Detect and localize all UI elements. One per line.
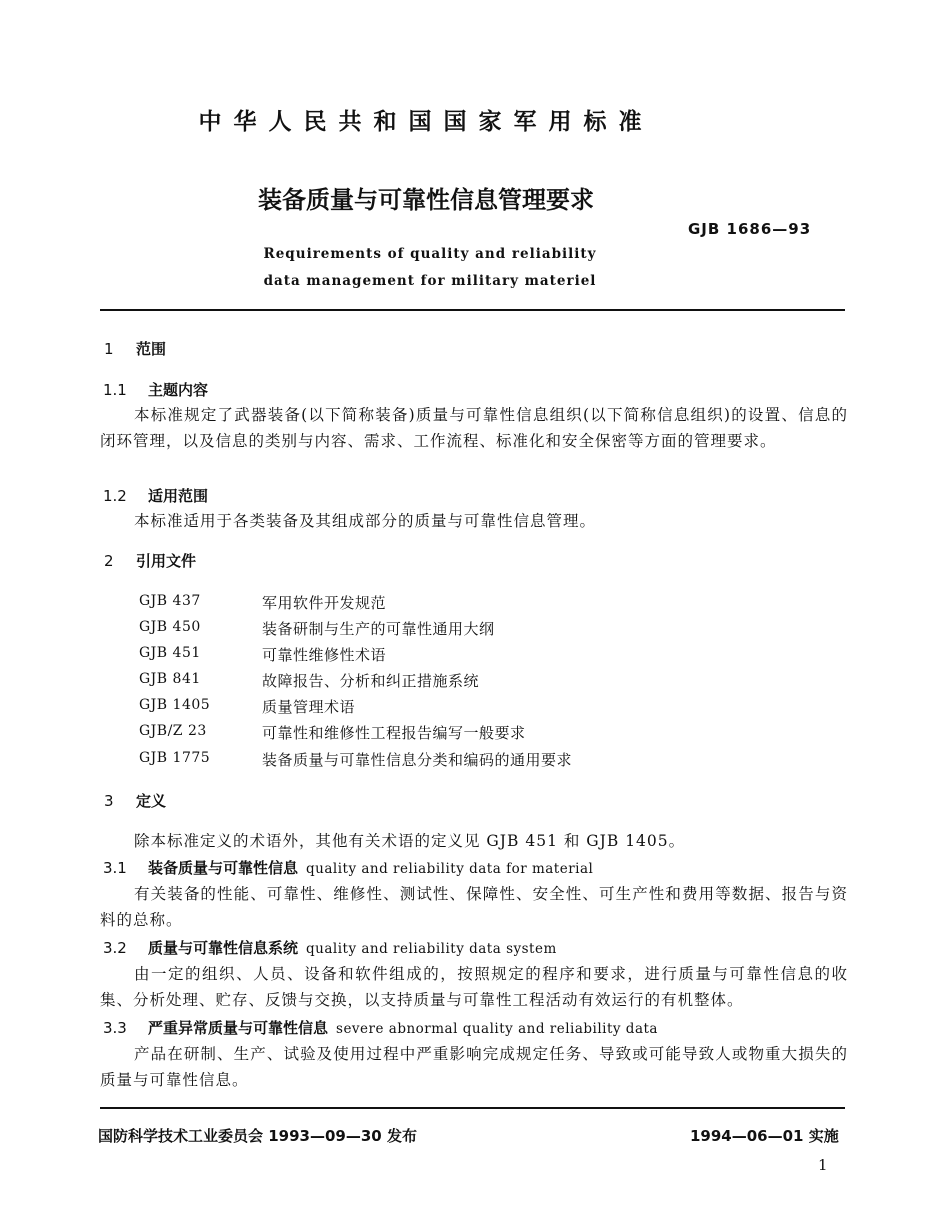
standard-number: GJB 1686—93 [688,220,812,238]
reference-code: GJB 1775 [139,750,211,766]
reference-code: GJB 451 [139,645,201,661]
section-1-2-body: 本标准适用于各类装备及其组成部分的质量与可靠性信息管理。 [134,512,597,530]
section-number: 3.3 [103,1019,127,1037]
section-title-english: quality and reliability data system [306,941,557,957]
section-3-body: 除本标准定义的术语外，其他有关术语的定义见 GJB 451 和 GJB 1405。 [134,832,686,850]
section-3-2-body: 由一定的组织、人员、设备和软件组成的，按照规定的程序和要求，进行质量与可靠性信息的收集、分析处理、贮存、反馈与交换，以支持质量与可靠性工程活动有效运行的有机整体。 [100,965,848,1009]
reference-title: 故障报告、分析和纠正措施系统 [262,672,480,690]
section-1-1-body: 本标准规定了武器装备(以下简称装备)质量与可靠性信息组织(以下简称信息组织)的设置、信息的闭环管理，以及信息的类别与内容、需求、工作流程、标准化和安全保密等方面的管理要求。 [100,406,848,450]
issue-date: 国防科学技术工业委员会 1993—09—30 发布 [98,1127,417,1145]
section-number: 1.1 [103,381,127,399]
reference-title: 装备研制与生产的可靠性通用大纲 [262,620,495,638]
section-title: 范围 [136,340,167,358]
reference-code: GJB 1405 [139,697,211,713]
section-number: 3.1 [103,859,127,877]
effective-date: 1994—06—01 实施 [690,1127,839,1145]
section-number: 3.2 [103,939,127,957]
section-3-heading [104,790,166,811]
english-title-line-2: data management for military materiel [263,273,597,289]
reference-code: GJB 450 [139,619,201,635]
reference-title: 装备质量与可靠性信息分类和编码的通用要求 [262,751,573,769]
section-1-1-heading [103,379,208,400]
section-3-3-body: 产品在研制、生产、试验及使用过程中严重影响完成规定任务、导致或可能导致人或物重大损失的质量与可靠性信息。 [100,1045,848,1089]
section-title: 严重异常质量与可靠性信息 [148,1019,329,1037]
section-title: 质量与可靠性信息系统 [148,939,299,957]
reference-title: 可靠性和维修性工程报告编写一般要求 [262,724,526,742]
section-title-english: quality and reliability data for material [306,861,594,877]
english-title-line-1: Requirements of quality and reliability [263,246,597,262]
reference-code: GJB/Z 23 [139,723,207,739]
issuing-country-standard-header: 中华人民共和国国家军用标准 [198,109,654,135]
section-number: 1.2 [103,487,127,505]
section-number: 2 [104,552,114,570]
section-3-1-heading [103,857,593,878]
section-1-2-heading [103,485,208,506]
page-number: 1 [818,1156,828,1174]
section-title: 定义 [136,792,167,810]
reference-title: 质量管理术语 [262,698,356,716]
section-2-heading [104,550,196,571]
reference-code: GJB 437 [139,593,201,609]
section-title: 主题内容 [148,381,209,399]
reference-title: 可靠性维修性术语 [262,646,387,664]
section-number: 1 [104,340,114,358]
header-divider [100,309,845,311]
section-3-1-body: 有关装备的性能、可靠性、维修性、测试性、保障性、安全性、可生产性和费用等数据、报告与资料的总称。 [100,885,848,929]
section-title: 引用文件 [136,552,197,570]
reference-title: 军用软件开发规范 [262,594,387,612]
section-title-english: severe abnormal quality and reliability data [336,1021,658,1037]
section-number: 3 [104,792,114,810]
section-title: 装备质量与可靠性信息 [148,859,299,877]
document-title: 装备质量与可靠性信息管理要求 [258,186,594,214]
section-3-2-heading [103,937,557,958]
section-3-3-heading [103,1017,658,1038]
footer-divider [100,1107,845,1109]
reference-code: GJB 841 [139,671,201,687]
section-title: 适用范围 [148,487,209,505]
section-1-heading [104,338,166,359]
